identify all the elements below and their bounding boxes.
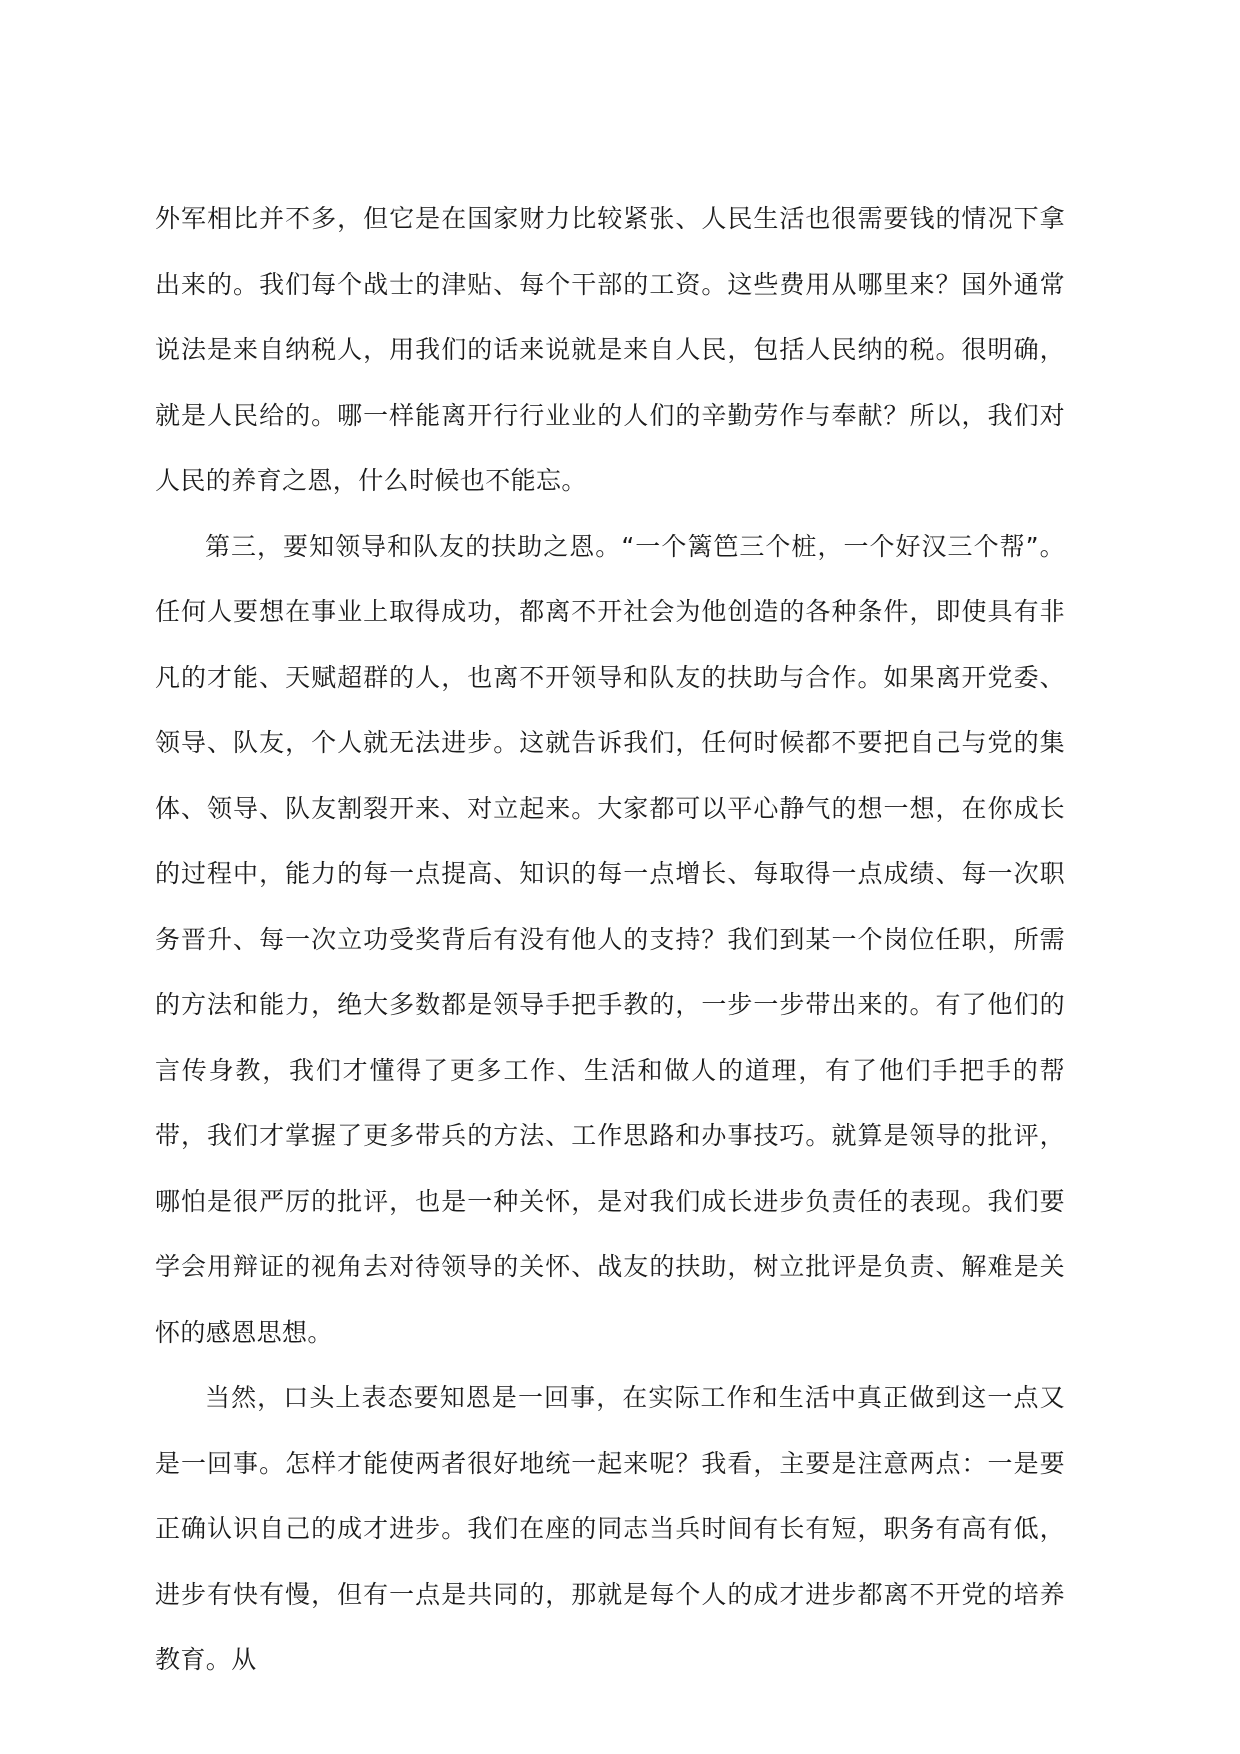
paragraph-1: 外军相比并不多，但它是在国家财力比较紧张、人民生活也很需要钱的情况下拿出来的。我们每个战士的津贴、每个干部的工资。这些费用从哪里来？国外通常说法是来自纳税人，用我们的话来说就是来自人民，包括人民纳的税。很明确，就是人民给的。哪一样能离开行行业业的人们的辛勤劳作与奉献？所以，我们对人民的养育之恩，什么时候也不能忘。 [155, 204, 1065, 495]
paragraph-2: 第三，要知领导和队友的扶助之恩。“一个篱笆三个桩，一个好汉三个帮”。任何人要想在事业上取得成功，都离不开社会为他创造的各种条件，即使具有非凡的才能、天赋超群的人，也离不开领导和队友的扶助与合作。如果离开党委、领导、队友，个人就无法进步。这就告诉我们，任何时候都不要把自己与党的集体、领导、队友割裂开来、对立起来。大家都可以平心静气的想一想，在你成长的过程中，能力的每一点提高、知识的每一点增长、每取得一点成绩、每一次职务晋升、每一次立功受奖背后有没有他人的支持？我们到某一个岗位任职，所需的方法和能力，绝大多数都是领导手把手教的，一步一步带出来的。有了他们的言传身教，我们才懂得了更多工作、生活和做人的道理，有了他们手把手的帮带，我们才掌握了更多带兵的方法、工作思路和办事技巧。就算是领导的批评，哪怕是很严厉的批评，也是一种关怀，是对我们成长进步负责任的表现。我们要学会用辩证的视角去对待领导的关怀、战友的扶助，树立批评是负责、解难是关怀的感恩思想。 [155, 531, 1065, 1347]
document-body [155, 186, 1065, 1693]
paragraph-3: 当然，口头上表态要知恩是一回事，在实际工作和生活中真正做到这一点又是一回事。怎样才能使两者很好地统一起来呢？我看，主要是注意两点：一是要正确认识自己的成才进步。我们在座的同志当兵时间有长有短，职务有高有低，进步有快有慢，但有一点是共同的，那就是每个人的成才进步都离不开党的培养教育。从 [155, 1383, 1065, 1674]
